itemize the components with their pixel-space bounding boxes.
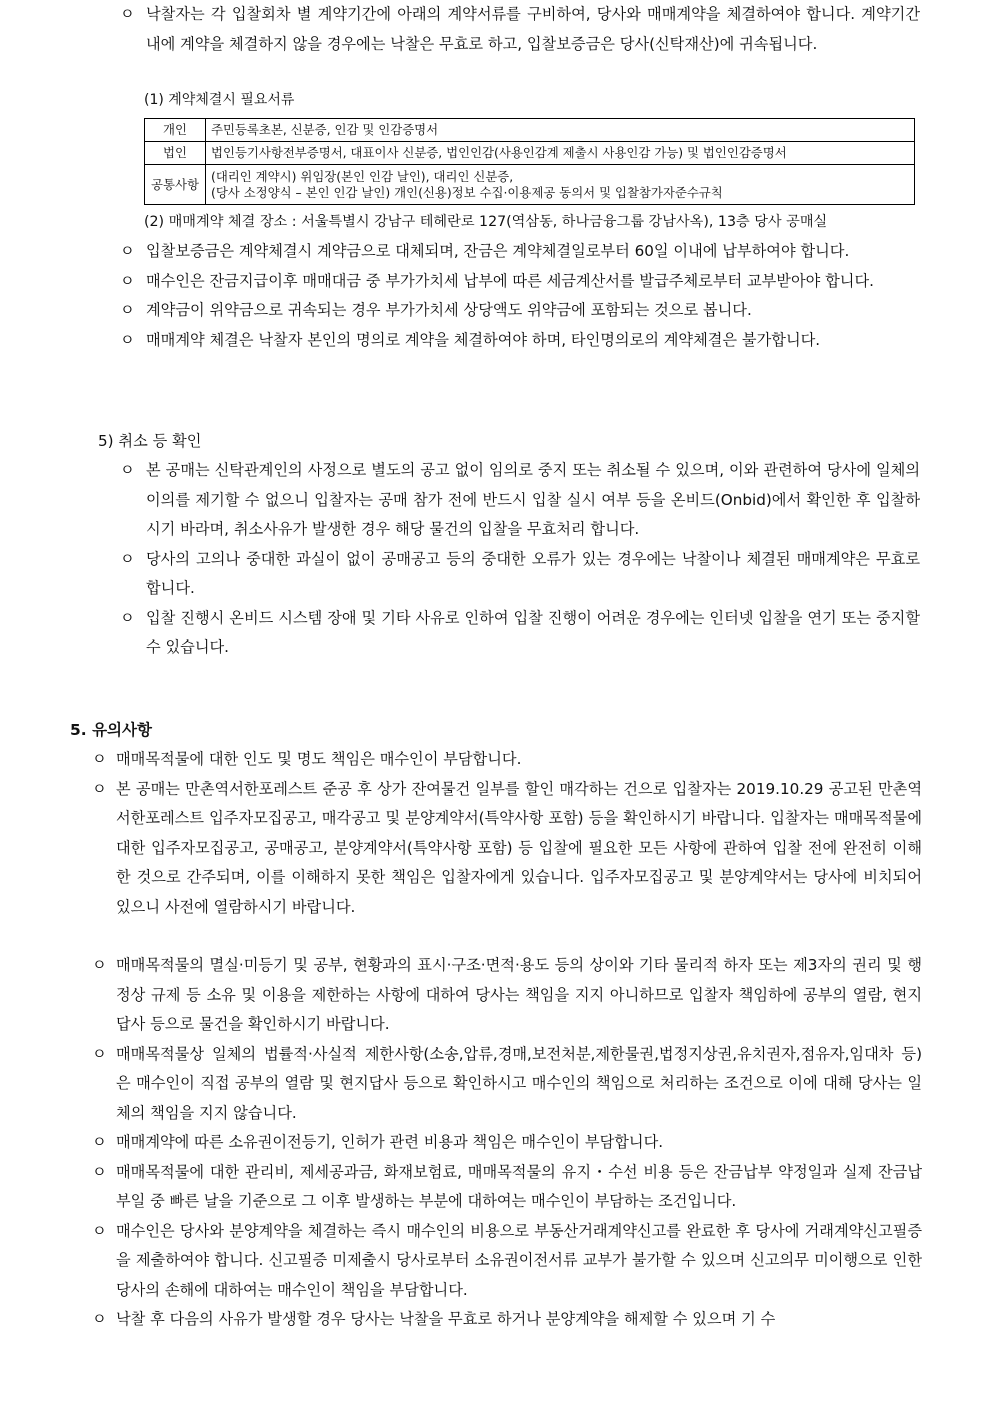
paragraph-text: 매수인은 당사와 분양계약을 체결하는 즉시 매수인의 비용으로 부동산거래계약신고를 완료한 후 당사에 거래계약신고필증을 제출하여야 합니다. 신고필증 미제출시 당사로부터 소유권이전서류 교부가 불가할 수 있으며 신고의무 미이행으로 인한 당사의 손해에 대하여는 매수인이 책임을 부담합니다. <box>116 1221 922 1299</box>
paragraph-text: 낙찰 후 다음의 사유가 발생할 경우 당사는 낙찰을 무효로 하거나 분양계약을 해제할 수 있으며 기 수 <box>116 1310 776 1328</box>
list-item <box>120 545 920 604</box>
bullet-marker: ㅇ <box>92 1310 107 1328</box>
paragraph-text: 매매목적물상 일체의 법률적·사실적 제한사항(소송,압류,경매,보전처분,제한물권,법정지상권,유치권자,점유자,임대차 등)은 매수인이 직접 공부의 열람 및 현지답사 등으로 확인하시고 매수인의 책임으로 처리하는 조건으로 이에 대해 당사는 일체의 책임을 지지 않습니다. <box>116 1044 922 1122</box>
table-cell-type: 개인 <box>145 119 206 142</box>
list-item <box>92 1158 922 1217</box>
bullet-marker: ㅇ <box>92 956 107 974</box>
table-row <box>145 142 915 165</box>
paragraph-text: 본 공매는 만촌역서한포레스트 준공 후 상가 잔여물건 일부를 할인 매각하는 건으로 입찰자는 2019.10.29 공고된 만촌역서한포레스트 입주자모집공고, 매각공고 및 분양계약서(특약사항 포함) 등을 확인하시기 바랍니다. 입찰자는 매매목적물에 대한 입주자모집공고, 공매공고, 분양계약서(특약사항 포함) 등 입찰에 필요한 모든 사항에 관하여 입찰 전에 완전히 이해한 것으로 간주되며, 이를 이해하지 못한 책임은 입찰자에게 있습니다. 입주자모집공고 및 분양계약서는 당사에 비치되어 있으니 사전에 열람하시기 바랍니다. <box>116 779 922 916</box>
paragraph-text: 매매목적물에 대한 관리비, 제세공과금, 화재보험료, 매매목적물의 유지・수선 비용 등은 잔금납부 약정일과 실제 잔금납부일 중 빠른 날을 기준으로 그 이후 발생하는 부분에 대하여는 매수인이 부담하는 조건입니다. <box>116 1162 922 1210</box>
table-cell-type: 공통사항 <box>145 165 206 205</box>
docs-line: (당사 소정양식 – 본인 인감 날인) 개인(신용)정보 수집·이용제공 동의서 및 입찰참가자준수규칙 <box>211 184 723 200</box>
cancel-bullets <box>120 456 920 663</box>
section-heading: 5. 유의사항 <box>70 721 152 739</box>
bullet-marker: ㅇ <box>92 1044 107 1063</box>
list-item <box>92 1217 922 1306</box>
required-docs-heading: (1) 계약체결시 필요서류 <box>144 92 295 108</box>
contract-place: (2) 매매계약 체결 장소 : 서울특별시 강남구 테헤란로 127(역삼동, 하나금융그룹 강남사옥), 13층 당사 공매실 <box>144 214 828 230</box>
bullet-marker: ㅇ <box>92 1162 107 1181</box>
paragraph-text: 매매목적물의 멸실·미등기 및 공부, 현황과의 표시·구조·면적·용도 등의 상이와 기타 물리적 하자 또는 제3자의 권리 및 행정상 규제 등 소유 및 이용을 제한하는 사항에 대하여 당사는 책임을 지지 아니하므로 입찰자 책임하에 공부의 열람, 현지 답사 등으로 물건을 확인하시기 바랍니다. <box>116 956 922 1033</box>
paragraph-text: 매수인은 잔금지급이후 매매대금 중 부가가치세 납부에 따른 세금계산서를 발급주체로부터 교부받아야 합니다. <box>146 271 874 290</box>
list-item <box>120 237 920 267</box>
list-item <box>120 326 920 356</box>
list-item <box>120 267 920 297</box>
list-item <box>92 1305 922 1335</box>
bullet-marker: ㅇ <box>92 1133 107 1151</box>
bullet-marker: ㅇ <box>120 461 135 479</box>
bullet-marker: ㅇ <box>120 242 135 260</box>
bullet-marker: ㅇ <box>120 549 135 568</box>
table-cell-docs <box>206 165 915 205</box>
notice-bullets <box>92 745 922 1335</box>
list-item <box>120 604 920 663</box>
required-docs-table <box>144 118 915 205</box>
list-item <box>120 296 920 326</box>
bullet-marker: ㅇ <box>120 5 135 23</box>
list-item <box>92 745 922 775</box>
cancel-heading: 5) 취소 등 확인 <box>98 432 202 450</box>
bullet-marker: ㅇ <box>120 271 135 290</box>
paragraph-text: 계약금이 위약금으로 귀속되는 경우 부가가치세 상당액도 위약금에 포함되는 것으로 봅니다. <box>146 301 752 319</box>
table-cell-docs: 주민등록초본, 신분증, 인감 및 인감증명서 <box>206 119 915 142</box>
table-cell-docs: 법인등기사항전부증명서, 대표이사 신분증, 법인인감(사용인감계 제출시 사용인감 가능) 및 법인인감증명서 <box>206 142 915 165</box>
contract-bullets <box>120 237 920 355</box>
bullet-marker: ㅇ <box>120 301 135 319</box>
bullet-marker: ㅇ <box>120 330 135 349</box>
winner-contract-paragraph <box>120 0 920 59</box>
docs-line: (대리인 계약시) 위임장(본인 인감 날인), 대리인 신분증, <box>211 168 514 184</box>
bullet-marker: ㅇ <box>92 1221 107 1240</box>
table-row <box>145 119 915 142</box>
table-cell-type: 법인 <box>145 142 206 165</box>
table-row <box>145 165 915 205</box>
bullet-marker: ㅇ <box>92 779 107 798</box>
paragraph-text: 매매목적물에 대한 인도 및 명도 책임은 매수인이 부담합니다. <box>116 750 522 768</box>
list-item <box>92 775 922 923</box>
list-item <box>92 951 922 1040</box>
bullet-marker: ㅇ <box>120 608 135 627</box>
list-item <box>120 456 920 545</box>
list-item <box>92 1040 922 1129</box>
list-item <box>92 1128 922 1158</box>
paragraph-text: 낙찰자는 각 입찰회차 별 계약기간에 아래의 계약서류를 구비하여, 당사와 매매계약을 체결하여야 합니다. 계약기간 내에 계약을 체결하지 않을 경우에는 낙찰은 무효로 하고, 입찰보증금은 당사(신탁재산)에 귀속됩니다. <box>146 5 920 53</box>
paragraph-text: 매매계약에 따른 소유권이전등기, 인허가 관련 비용과 책임은 매수인이 부담합니다. <box>116 1133 664 1151</box>
bullet-marker: ㅇ <box>92 750 107 768</box>
paragraph-text: 본 공매는 신탁관계인의 사정으로 별도의 공고 없이 임의로 중지 또는 취소될 수 있으며, 이와 관련하여 당사에 일체의 이의를 제기할 수 없으니 입찰자는 공매 참가 전에 반드시 입찰 실시 여부 등을 온비드(Onbid)에서 확인한 후 입찰하시기 바라며, 취소사유가 발생한 경우 해당 물건의 입찰을 무효처리 합니다. <box>146 461 920 538</box>
paragraph-text: 입찰보증금은 계약체결시 계약금으로 대체되며, 잔금은 계약체결일로부터 60일 이내에 납부하여야 합니다. <box>146 242 850 260</box>
paragraph-text: 입찰 진행시 온비드 시스템 장애 및 기타 사유로 인하여 입찰 진행이 어려운 경우에는 인터넷 입찰을 연기 또는 중지할 수 있습니다. <box>146 608 920 656</box>
paragraph-text: 매매계약 체결은 낙찰자 본인의 명의로 계약을 체결하여야 하며, 타인명의로의 계약체결은 불가합니다. <box>146 330 821 349</box>
paragraph-text: 당사의 고의나 중대한 과실이 없이 공매공고 등의 중대한 오류가 있는 경우에는 낙찰이나 체결된 매매계약은 무효로 합니다. <box>146 549 920 597</box>
